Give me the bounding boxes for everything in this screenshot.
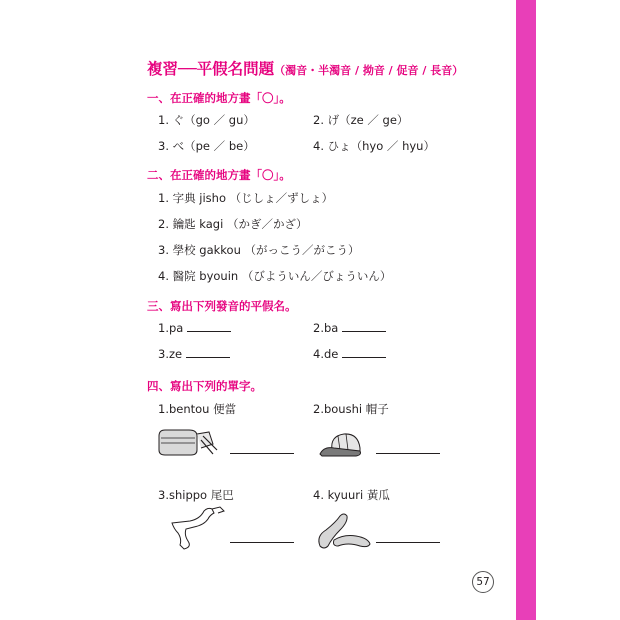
- section-3-heading: 三、寫出下列發音的平假名。: [147, 299, 297, 313]
- page-number: 57: [472, 571, 494, 593]
- section-2-item[interactable]: 4. 醫院 byouin （びよういん／びょういん）: [158, 269, 392, 283]
- page-title: [147, 57, 463, 79]
- section-2-item[interactable]: 3. 學校 gakkou （がっこう／がこう）: [158, 243, 360, 257]
- section-3-label: 3.ze: [158, 347, 183, 361]
- answer-line[interactable]: [230, 542, 294, 543]
- answer-line[interactable]: [230, 453, 294, 454]
- section-3-item: [313, 321, 386, 335]
- section-3-item: [158, 321, 231, 335]
- answer-line[interactable]: [376, 542, 440, 543]
- title-sub: （濁音・半濁音 / 拗音 / 促音 / 長音）: [274, 64, 464, 77]
- section-1-item[interactable]: 1. ぐ（go ／ gu）: [158, 113, 255, 127]
- section-4-item: 2.boushi 帽子: [313, 402, 389, 416]
- section-2-item[interactable]: 1. 字典 jisho （じしょ／ずしょ）: [158, 191, 334, 205]
- answer-blank[interactable]: [342, 330, 386, 332]
- section-1-item[interactable]: 3. べ（pe ／ be）: [158, 139, 255, 153]
- section-3-item: [313, 347, 386, 361]
- tail-icon: [170, 505, 226, 551]
- section-2-heading: 二、在正確的地方畫「〇」。: [147, 168, 291, 182]
- section-3-item: [158, 347, 230, 361]
- answer-blank[interactable]: [186, 356, 230, 358]
- section-1-item[interactable]: 4. ひょ（hyo ／ hyu）: [313, 139, 435, 153]
- section-4-item: 1.bentou 便當: [158, 402, 237, 416]
- title-main: 複習──平假名問題: [147, 60, 275, 78]
- section-4-item: 4. kyuuri 黃瓜: [313, 488, 390, 502]
- cucumber-icon: [314, 512, 372, 550]
- section-1-item[interactable]: 2. げ（ze ／ ge）: [313, 113, 409, 127]
- answer-line[interactable]: [376, 453, 440, 454]
- section-2-item[interactable]: 2. 鑰匙 kagi （かぎ／かざ）: [158, 217, 308, 231]
- answer-blank[interactable]: [187, 330, 231, 332]
- answer-blank[interactable]: [342, 356, 386, 358]
- section-4-item: 3.shippo 尾巴: [158, 488, 234, 502]
- section-3-label: 1.pa: [158, 321, 184, 335]
- section-3-label: 2.ba: [313, 321, 339, 335]
- pink-edge-bar: [516, 0, 536, 620]
- bento-box-icon: [157, 426, 219, 458]
- section-1-heading: 一、在正確的地方畫「〇」。: [147, 91, 291, 105]
- cap-icon: [318, 430, 366, 458]
- section-3-label: 4.de: [313, 347, 339, 361]
- section-4-heading: 四、寫出下列的單字。: [147, 379, 262, 393]
